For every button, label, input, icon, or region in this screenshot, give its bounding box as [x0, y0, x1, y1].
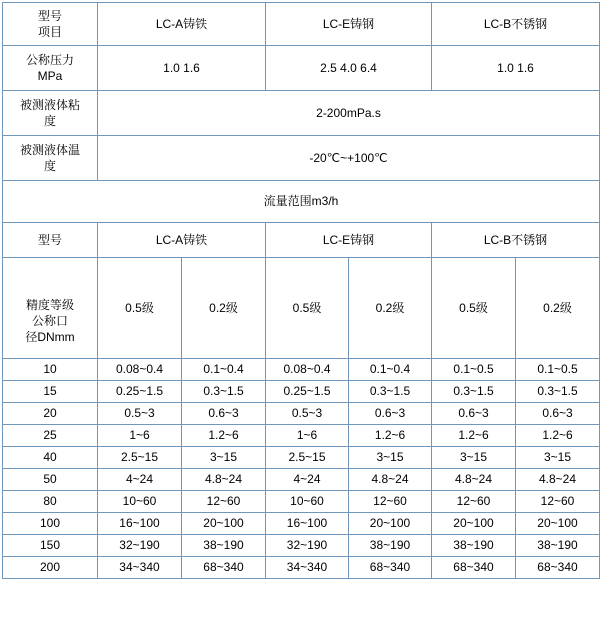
cell-value: 10~60	[98, 491, 182, 513]
cell-value: 4.8~24	[349, 469, 432, 491]
cell-value: 38~190	[516, 535, 600, 557]
cell-value: 3~15	[349, 447, 432, 469]
table-row-model	[3, 3, 600, 46]
cell-value: 0.5~3	[266, 403, 349, 425]
dn-value: 80	[3, 491, 98, 513]
accuracy-b-02: 0.2级	[516, 258, 600, 359]
table-row	[3, 359, 600, 381]
cell-value: 4~24	[266, 469, 349, 491]
cell-value: 2.5~15	[266, 447, 349, 469]
flow-model-cast-steel: LC-E铸钢	[266, 223, 432, 258]
table-row	[3, 381, 600, 403]
model-cast-iron: LC-A铸铁	[98, 3, 266, 46]
cell-value: 34~340	[266, 557, 349, 579]
cell-value: 12~60	[349, 491, 432, 513]
table-row-viscosity	[3, 91, 600, 136]
dn-value: 40	[3, 447, 98, 469]
table-row	[3, 557, 600, 579]
cell-value: 20~100	[516, 513, 600, 535]
cell-value: 38~190	[349, 535, 432, 557]
flow-model-stainless: LC-B不锈钢	[432, 223, 600, 258]
cell-value: 0.1~0.4	[349, 359, 432, 381]
cell-value: 20~100	[349, 513, 432, 535]
cell-value: 1~6	[98, 425, 182, 447]
cell-value: 0.08~0.4	[266, 359, 349, 381]
viscosity-value: 2-200mPa.s	[98, 91, 600, 136]
pressure-stainless: 1.0 1.6	[432, 46, 600, 91]
cell-value: 12~60	[182, 491, 266, 513]
row-label-pressure: 公称压力 MPa	[3, 46, 98, 91]
cell-value: 34~340	[98, 557, 182, 579]
table-row	[3, 425, 600, 447]
model-cast-steel: LC-E铸钢	[266, 3, 432, 46]
spec-sheet	[0, 2, 600, 641]
dn-value: 20	[3, 403, 98, 425]
pressure-cast-iron: 1.0 1.6	[98, 46, 266, 91]
cell-value: 1.2~6	[516, 425, 600, 447]
cell-value: 0.1~0.4	[182, 359, 266, 381]
row-label-model-2: 型号	[3, 223, 98, 258]
cell-value: 32~190	[98, 535, 182, 557]
cell-value: 0.3~1.5	[349, 381, 432, 403]
cell-value: 0.6~3	[182, 403, 266, 425]
cell-value: 0.08~0.4	[98, 359, 182, 381]
cell-value: 20~100	[182, 513, 266, 535]
cell-value: 38~190	[182, 535, 266, 557]
dn-value: 15	[3, 381, 98, 403]
cell-value: 3~15	[182, 447, 266, 469]
table-row	[3, 513, 600, 535]
cell-value: 4.8~24	[432, 469, 516, 491]
model-stainless: LC-B不锈钢	[432, 3, 600, 46]
table-row	[3, 447, 600, 469]
cell-value: 4.8~24	[182, 469, 266, 491]
flow-range-banner: 流量范围m3/h	[3, 181, 600, 223]
cell-value: 3~15	[516, 447, 600, 469]
cell-value: 10~60	[266, 491, 349, 513]
cell-value: 68~340	[432, 557, 516, 579]
cell-value: 0.25~1.5	[266, 381, 349, 403]
cell-value: 1.2~6	[349, 425, 432, 447]
cell-value: 68~340	[349, 557, 432, 579]
cell-value: 0.3~1.5	[432, 381, 516, 403]
row-label-temperature: 被测液体温 度	[3, 136, 98, 181]
cell-value: 1~6	[266, 425, 349, 447]
cell-value: 16~100	[98, 513, 182, 535]
pressure-cast-steel: 2.5 4.0 6.4	[266, 46, 432, 91]
cell-value: 12~60	[432, 491, 516, 513]
row-label-accuracy-dn: 精度等级 公称口 径DNmm	[3, 258, 98, 359]
cell-value: 0.6~3	[349, 403, 432, 425]
cell-value: 0.6~3	[432, 403, 516, 425]
table-row-flow-banner	[3, 181, 600, 223]
flow-model-cast-iron: LC-A铸铁	[98, 223, 266, 258]
cell-value: 0.1~0.5	[516, 359, 600, 381]
cell-value: 4~24	[98, 469, 182, 491]
accuracy-a-05: 0.5级	[98, 258, 182, 359]
cell-value: 68~340	[182, 557, 266, 579]
accuracy-a-02: 0.2级	[182, 258, 266, 359]
dn-value: 200	[3, 557, 98, 579]
cell-value: 0.25~1.5	[98, 381, 182, 403]
table-row	[3, 403, 600, 425]
table-row-model-2	[3, 223, 600, 258]
dn-value: 150	[3, 535, 98, 557]
accuracy-b-05: 0.5级	[432, 258, 516, 359]
table-row-pressure	[3, 46, 600, 91]
cell-value: 16~100	[266, 513, 349, 535]
dn-value: 100	[3, 513, 98, 535]
table-row	[3, 469, 600, 491]
row-label-viscosity: 被测液体粘 度	[3, 91, 98, 136]
cell-value: 0.3~1.5	[182, 381, 266, 403]
cell-value: 20~100	[432, 513, 516, 535]
dn-value: 50	[3, 469, 98, 491]
cell-value: 0.3~1.5	[516, 381, 600, 403]
accuracy-e-05: 0.5级	[266, 258, 349, 359]
table-row	[3, 535, 600, 557]
cell-value: 1.2~6	[182, 425, 266, 447]
cell-value: 0.1~0.5	[432, 359, 516, 381]
cell-value: 38~190	[432, 535, 516, 557]
table-row	[3, 491, 600, 513]
specification-table	[2, 2, 600, 579]
cell-value: 12~60	[516, 491, 600, 513]
dn-value: 25	[3, 425, 98, 447]
cell-value: 0.5~3	[98, 403, 182, 425]
cell-value: 32~190	[266, 535, 349, 557]
cell-value: 4.8~24	[516, 469, 600, 491]
temperature-value: -20℃~+100℃	[98, 136, 600, 181]
dn-value: 10	[3, 359, 98, 381]
table-row-temperature	[3, 136, 600, 181]
accuracy-e-02: 0.2级	[349, 258, 432, 359]
cell-value: 3~15	[432, 447, 516, 469]
cell-value: 0.6~3	[516, 403, 600, 425]
cell-value: 68~340	[516, 557, 600, 579]
cell-value: 2.5~15	[98, 447, 182, 469]
row-label-model: 型号 项目	[3, 3, 98, 46]
cell-value: 1.2~6	[432, 425, 516, 447]
